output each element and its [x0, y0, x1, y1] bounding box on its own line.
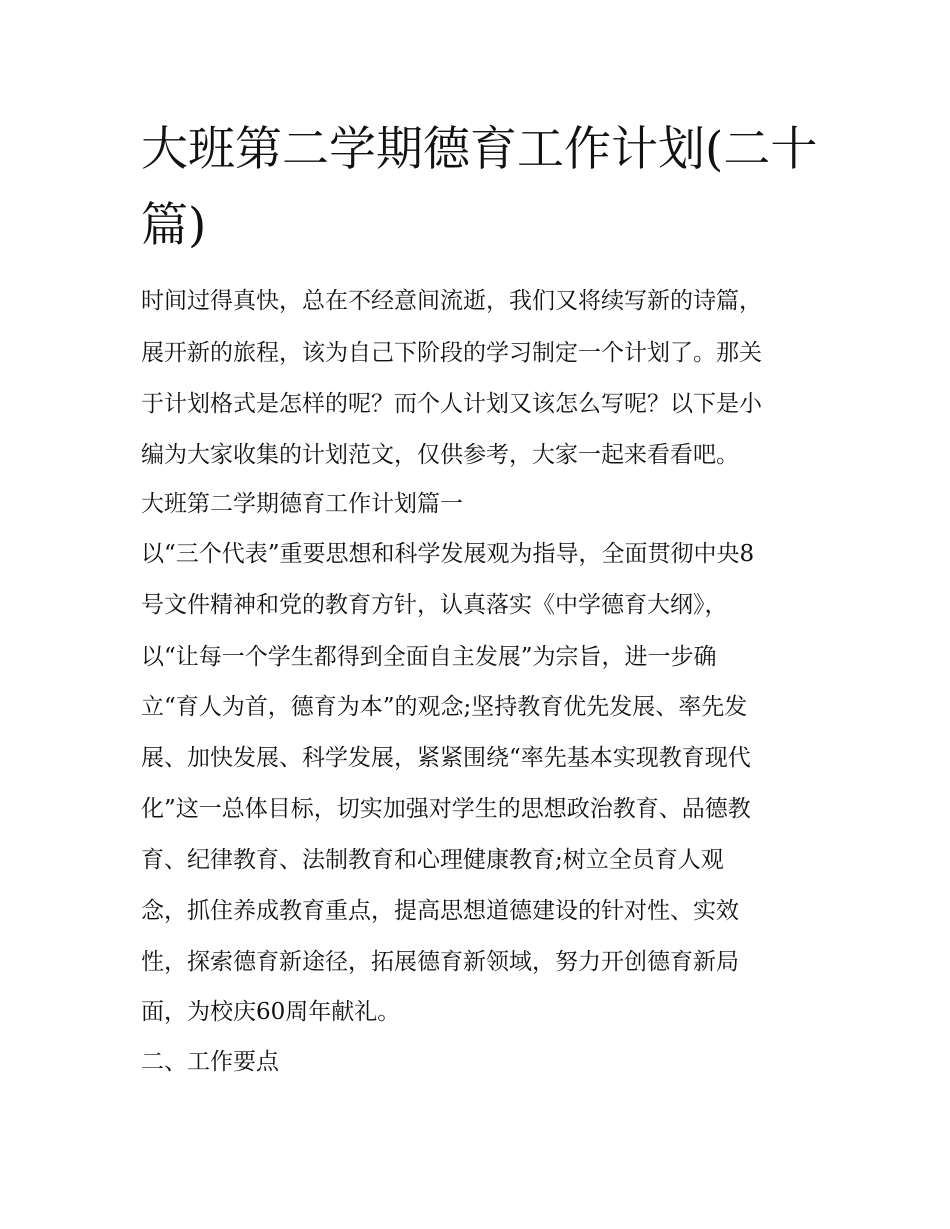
- paragraph-line: 化”这一总体目标，切实加强对学生的思想政治教育、品德教: [141, 796, 751, 822]
- paragraph-line: 号文件精神和党的教育方针，认真落实《中学德育大纲》，: [141, 592, 728, 618]
- section-heading: 大班第二学期德育工作计划篇一: [141, 491, 463, 517]
- paragraph-line: 展、加快发展、科学发展，紧紧围绕“率先基本实现教育现代: [141, 745, 751, 771]
- paragraph-line: 以“三个代表”重要思想和科学发展观为指导，全面贯彻中央8: [141, 541, 755, 567]
- section-heading: 二、工作要点: [141, 1049, 279, 1075]
- paragraph-line: 育、纪律教育、法制教育和心理健康教育;树立全员育人观: [141, 847, 724, 873]
- paragraph-line: 面，为校庆60周年献礼。: [141, 999, 401, 1025]
- paragraph-line: 性，探索德育新途径，拓展德育新领域，努力开创德育新局: [141, 949, 739, 975]
- paragraph-line: 念，抓住养成教育重点，提高思想道德建设的针对性、实效: [141, 898, 739, 924]
- paragraph-line: 立“育人为首，德育为本”的观念;坚持教育优先发展、率先发: [141, 694, 748, 720]
- paragraph-line: 以“让每一个学生都得到全面自主发展”为宗旨，进一步确: [141, 644, 717, 670]
- paragraph-line: 编为大家收集的计划范文，仅供参考，大家一起来看看吧。: [141, 442, 739, 468]
- document-title: 大班第二学期德育工作计划(二十篇): [141, 122, 818, 253]
- paragraph-line: 展开新的旅程，该为自己下阶段的学习制定一个计划了。那关: [141, 340, 762, 366]
- paragraph-line: 于计划格式是怎样的呢？而个人计划又该怎么写呢？以下是小: [141, 391, 762, 417]
- paragraph-line: 时间过得真快，总在不经意间流逝，我们又将续写新的诗篇，: [141, 288, 762, 314]
